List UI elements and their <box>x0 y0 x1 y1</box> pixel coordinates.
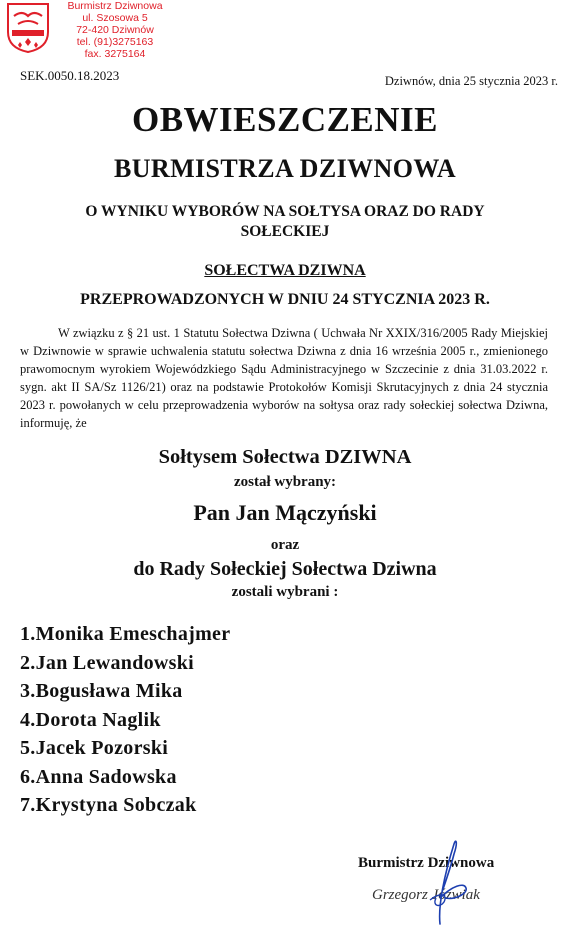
council-members-list <box>20 620 230 820</box>
legal-basis-paragraph: W związku z § 21 ust. 1 Statutu Sołectwa Dziwna ( Uchwała Nr XXIX/316/2005 Rady Miejskiej w Dziwnowie w sprawie uchwalenia statutu sołectwa Dziwna z dnia 16 września 2005 r., zmienionego prawomocnym wyrokiem Wojewódzkiego Sądu Administracyjnego w Szczecinie z dnia 31.03.2022 r. sygn. akt II SA/Sz 1126/21) oraz na podstawie Protokołów Komisji Skrutacyjnych z dnia 24 stycznia 2023 r. powołanych w celu przeprowadzenia wyborów na sołtysa oraz rady sołeckiej sołectwa Dziwna, informuję, że <box>20 326 548 430</box>
document-subtitle: BURMISTRZA DZIWNOWA <box>113 154 457 183</box>
letterhead-text <box>60 0 170 60</box>
letterhead-phone: tel. (91)3275163 <box>76 36 154 48</box>
result-council-heading: do Rady Sołeckiej Sołectwa Dziwna <box>133 558 437 580</box>
elected-soltys-name: Pan Jan Mączyński <box>193 500 377 525</box>
list-item: 7.Krystyna Sobczak <box>20 794 197 816</box>
election-date-heading: PRZEPROWADZONYCH W DNIU 24 STYCZNIA 2023 R. <box>80 291 490 308</box>
reference-number: SEK.0050.18.2023 <box>20 68 120 83</box>
handwritten-signature-icon <box>410 836 480 926</box>
place-date: Dziwnów, dnia 25 stycznia 2023 r. <box>384 74 558 88</box>
list-item: 5.Jacek Pozorski <box>20 737 169 759</box>
result-conjunction: oraz <box>270 537 300 553</box>
list-item: 3.Bogusława Mika <box>20 680 183 702</box>
letterhead-fax: fax. 3275164 <box>84 48 146 60</box>
coat-of-arms-icon <box>6 2 50 54</box>
result-council-label: zostali wybrani : <box>231 584 339 600</box>
letterhead-stamp <box>4 0 174 64</box>
list-item: 1.Monika Emeschajmer <box>20 623 231 645</box>
signer-name: Grzegorz Jóźwiak <box>372 887 480 903</box>
result-soltys-heading: Sołtysem Sołectwa DZIWNA <box>158 446 412 468</box>
signer-title: Burmistrz Dziwnowa <box>358 855 495 871</box>
list-item: 6.Anna Sadowska <box>20 765 177 788</box>
list-item: 2.Jan Lewandowski <box>20 651 195 674</box>
letterhead-street: ul. Szosowa 5 <box>82 12 148 24</box>
letterhead-postal: 72-420 Dziwnów <box>76 24 154 36</box>
list-item: 4.Dorota Naglik <box>20 708 161 731</box>
document-topic <box>0 202 570 242</box>
result-elected-label: został wybrany: <box>233 474 337 490</box>
document-title: OBWIESZCZENIE <box>131 100 439 139</box>
document-topic-line-2: SOŁECKIEJ <box>240 223 330 240</box>
village-name-heading: SOŁECTWA DZIWNA <box>204 262 366 279</box>
document-topic-line-1: O WYNIKU WYBORÓW NA SOŁTYSA ORAZ DO RADY <box>85 203 485 220</box>
letterhead-office: Burmistrz Dziwnowa <box>67 0 163 12</box>
